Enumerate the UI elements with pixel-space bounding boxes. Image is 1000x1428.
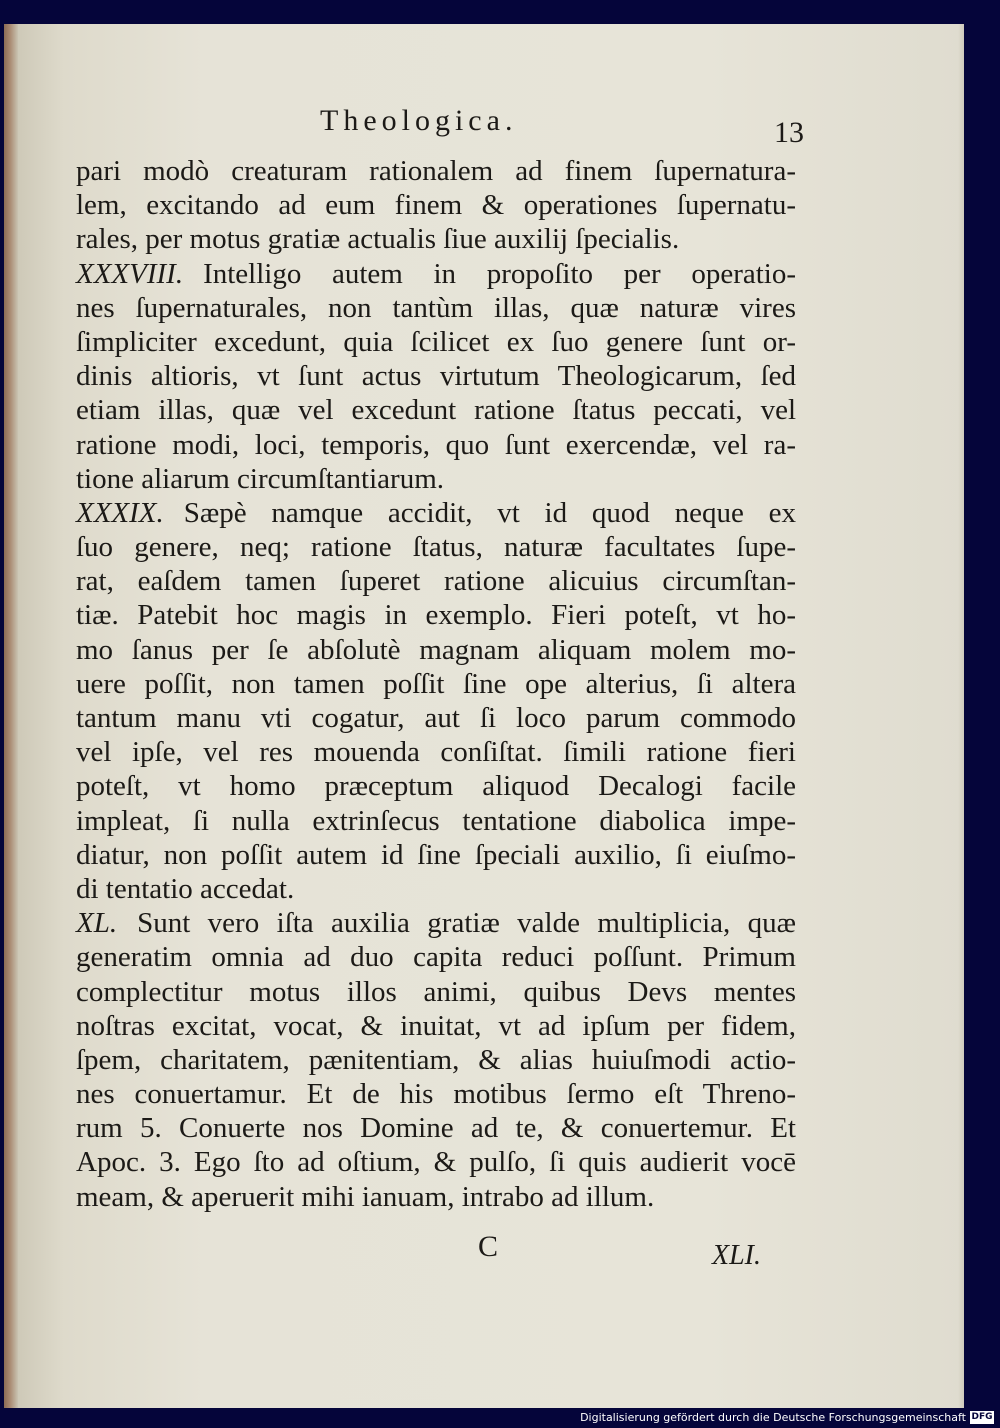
text-line bbox=[76, 598, 796, 632]
line-text: lem, excitando ad eum finem & operationes ſupernatu- bbox=[76, 189, 796, 222]
line-text: mo ſanus per ſe abſolutè magnam aliquam molem mo- bbox=[76, 633, 796, 666]
text-line bbox=[76, 564, 796, 598]
text-line bbox=[76, 1043, 796, 1077]
text-line bbox=[76, 222, 796, 256]
line-text: Apoc. 3. Ego ſto ad oſtium, & pulſo, ſi quis audierit vocē bbox=[76, 1146, 796, 1179]
line-text: rat, eaſdem tamen ſuperet ratione alicuius circumſtan- bbox=[76, 565, 796, 598]
line-text: ſuo genere, neq; ratione ſtatus, naturæ facultates ſupe- bbox=[76, 531, 796, 564]
text-line bbox=[76, 291, 796, 325]
text-line bbox=[76, 1145, 796, 1179]
line-text: poteſt, vt homo præceptum aliquod Decalogi facile bbox=[76, 770, 796, 803]
text-line bbox=[76, 188, 796, 222]
text-line bbox=[76, 325, 796, 359]
line-text: Sæpè namque accidit, vt id quod neque ex bbox=[183, 496, 796, 529]
line-text: ratione modi, loci, temporis, quo ſunt exercendæ, vel ra- bbox=[76, 428, 796, 461]
text-line bbox=[76, 462, 796, 496]
line-text: ſimpliciter excedunt, quia ſcilicet ex ſuo genere ſunt or- bbox=[76, 325, 796, 358]
line-text: etiam illas, quæ vel excedunt ratione ſtatus peccati, vel bbox=[76, 394, 796, 427]
catchword: XLI. bbox=[712, 1240, 761, 1271]
dfg-logo-icon: DFG bbox=[971, 1412, 993, 1422]
text-line bbox=[76, 804, 796, 838]
text-line bbox=[76, 975, 796, 1009]
text-line bbox=[76, 530, 796, 564]
page-number: 13 bbox=[774, 116, 804, 149]
text-line bbox=[76, 735, 796, 769]
text-line bbox=[76, 872, 796, 906]
page-edge bbox=[958, 24, 964, 1408]
line-text: complectitur motus illos animi, quibus Devs mentes bbox=[76, 975, 796, 1008]
text-line bbox=[76, 633, 796, 667]
line-text: nes conuertamur. Et de his motibus ſermo eſt Threno- bbox=[76, 1078, 796, 1111]
line-text: pari modò creaturam rationalem ad finem ſupernatura- bbox=[76, 155, 796, 187]
paragraph-number: XXXVIII. bbox=[76, 257, 184, 290]
line-text: di tentatio accedat. bbox=[76, 872, 295, 905]
paragraph-number: XL. bbox=[76, 907, 118, 940]
line-text: meam, & aperuerit mihi ianuam, intrabo ad illum. bbox=[76, 1180, 655, 1213]
footer-credit: Digitalisierung gefördert durch die Deutsche Forschungsgemeinschaft bbox=[580, 1411, 966, 1424]
text-line bbox=[76, 667, 796, 701]
line-text: rum 5. Conuerte nos Domine ad te, & conuertemur. Et bbox=[76, 1112, 796, 1145]
line-text: tantum manu vti cogatur, aut ſi loco parum commodo bbox=[76, 702, 796, 734]
line-text: generatim omnia ad duo capita reduci poſſunt. Primum bbox=[76, 941, 796, 974]
text-line bbox=[76, 701, 796, 735]
signature-mark: C bbox=[478, 1230, 499, 1263]
body-text bbox=[76, 154, 796, 1214]
text-line bbox=[76, 940, 796, 974]
text-line bbox=[76, 769, 796, 803]
text-line bbox=[76, 257, 796, 291]
text-line bbox=[76, 496, 796, 530]
line-text: Sunt vero iſta auxilia gratiæ valde multiplicia, quæ bbox=[137, 907, 796, 940]
line-text: ſpem, charitatem, pænitentiam, & alias huiuſmodi actio- bbox=[76, 1043, 796, 1076]
text-line bbox=[76, 428, 796, 462]
paragraph-number: XXXIX. bbox=[76, 496, 164, 529]
text-line bbox=[76, 1009, 796, 1043]
text-line bbox=[76, 1111, 796, 1145]
line-text: tiæ. Patebit hoc magis in exemplo. Fieri poteſt, vt ho- bbox=[76, 599, 796, 632]
text-line bbox=[76, 359, 796, 393]
line-text: vel ipſe, vel res mouenda conſiſtat. ſimili ratione fieri bbox=[76, 736, 796, 769]
text-line bbox=[76, 393, 796, 427]
line-text: noſtras excitat, vocat, & inuitat, vt ad ipſum per fidem, bbox=[76, 1009, 796, 1042]
line-text: rales, per motus gratiæ actualis ſiue auxilij ſpecialis. bbox=[76, 223, 680, 256]
line-text: Intelligo autem in propoſito per operatio- bbox=[203, 257, 796, 290]
line-text: nes ſupernaturales, non tantùm illas, quæ naturæ vires bbox=[76, 291, 796, 324]
line-text: diatur, non poſſit autem id ſine ſpeciali auxilio, ſi eiuſmo- bbox=[76, 838, 796, 871]
line-text: impleat, ſi nulla extrinſecus tentatione diabolica impe- bbox=[76, 804, 796, 837]
book-spine bbox=[4, 24, 18, 1408]
text-line bbox=[76, 1077, 796, 1111]
text-line bbox=[76, 906, 796, 940]
text-line bbox=[76, 154, 796, 188]
text-line bbox=[76, 838, 796, 872]
text-line bbox=[76, 1180, 796, 1214]
line-text: dinis altioris, vt ſunt actus virtutum Theologicarum, ſed bbox=[76, 360, 796, 393]
line-text: tione aliarum circumſtantiarum. bbox=[76, 462, 445, 495]
running-head: Theologica. bbox=[320, 104, 518, 137]
line-text: uere poſſit, non tamen poſſit ſine ope alterius, ſi altera bbox=[76, 667, 796, 700]
book-page bbox=[4, 24, 964, 1408]
